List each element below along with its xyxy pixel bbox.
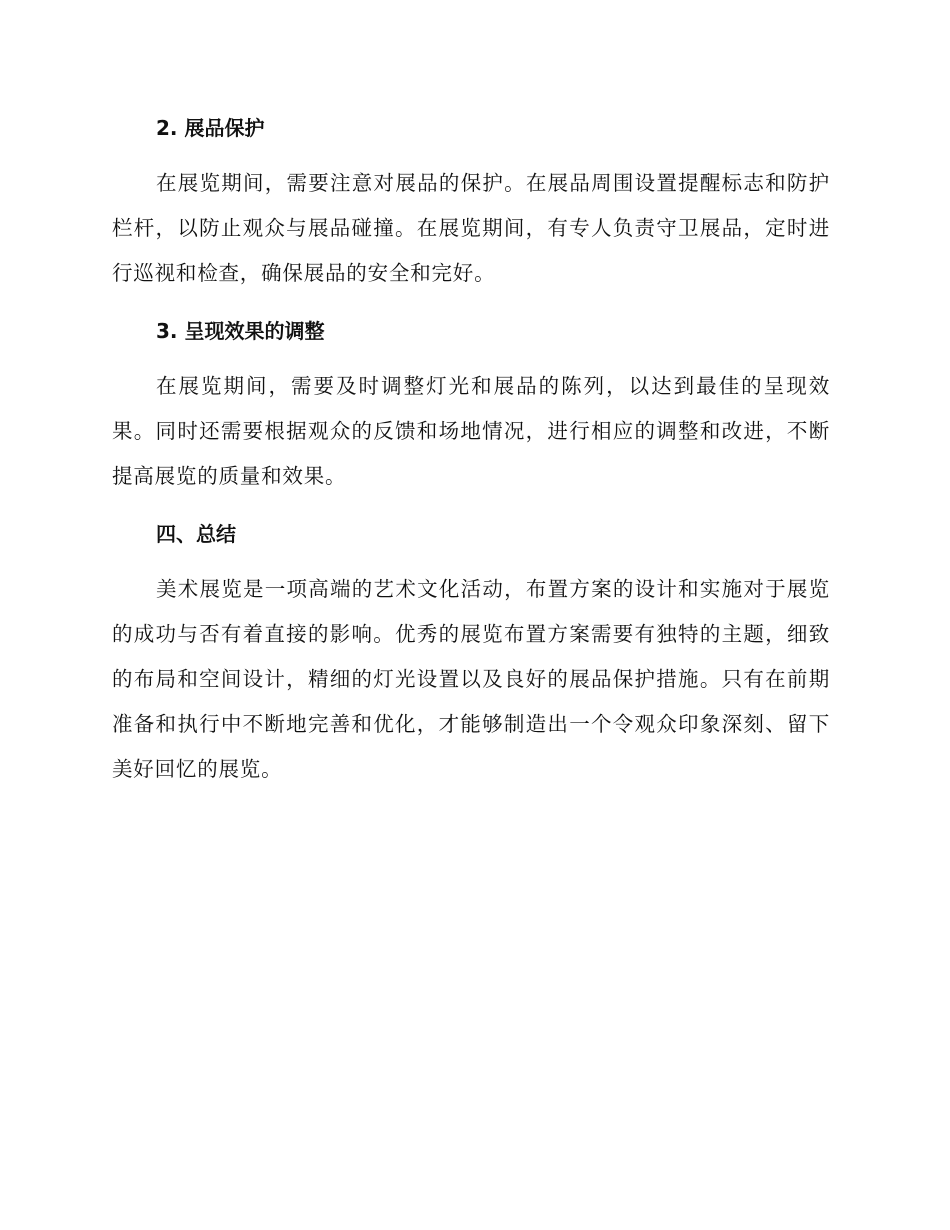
section-heading: 四、总结 bbox=[156, 522, 236, 546]
section-paragraph: 在展览期间，需要注意对展品的保护。在展品周围设置提醒标志和防护栏杆，以防止观众与展品碰撞。在展览期间，有专人负责守卫展品，定时进行巡视和检查，确保展品的安全和完好。 bbox=[112, 171, 830, 285]
section-presentation-adjustment bbox=[112, 311, 830, 499]
section-heading: 2. 展品保护 bbox=[156, 116, 265, 140]
section-heading: 3. 呈现效果的调整 bbox=[156, 319, 325, 343]
document-body bbox=[112, 108, 830, 807]
section-paragraph: 美术展览是一项高端的艺术文化活动，布置方案的设计和实施对于展览的成功与否有着直接的影响。优秀的展览布置方案需要有独特的主题，细致的布局和空间设计，精细的灯光设置以及良好的展品保护措施。只有在前期准备和执行中不断地完善和优化，才能够制造出一个令观众印象深刻、留下美好回忆的展览。 bbox=[112, 577, 830, 781]
section-exhibit-protection bbox=[112, 108, 830, 296]
section-summary bbox=[112, 514, 830, 792]
section-paragraph: 在展览期间，需要及时调整灯光和展品的陈列，以达到最佳的呈现效果。同时还需要根据观众的反馈和场地情况，进行相应的调整和改进，不断提高展览的质量和效果。 bbox=[112, 374, 830, 488]
